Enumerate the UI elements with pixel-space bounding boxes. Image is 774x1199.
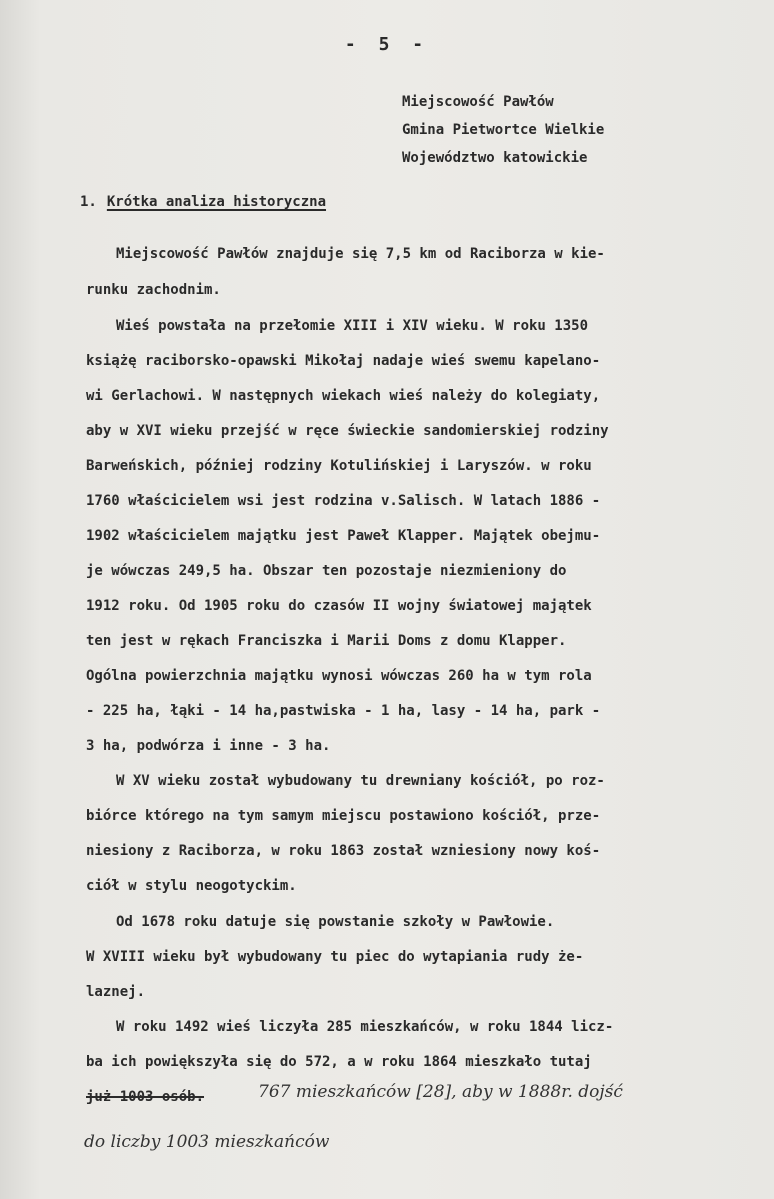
text-line: Miejscowość Pawłów znajduje się 7,5 km od Raciborza w kie-: [116, 246, 605, 262]
text-line: Ogólna powierzchnia majątku wynosi wówczas 260 ha w tym rola: [86, 668, 592, 684]
text-line: ten jest w rękach Franciszka i Marii Doms z domu Klapper.: [86, 633, 567, 649]
page-number: - 5 -: [344, 34, 430, 55]
text-line: wi Gerlachowi. W następnych wiekach wieś należy do kolegiaty,: [86, 388, 601, 404]
text-line: - 225 ha, łąki - 14 ha,pastwiska - 1 ha, lasy - 14 ha, park -: [86, 703, 601, 719]
address-voivodeship: Województwo katowickie: [402, 150, 588, 166]
text-line: W XVIII wieku był wybudowany tu piec do wytapiania rudy że-: [86, 949, 584, 965]
text-line: laznej.: [86, 984, 146, 1000]
text-line: 1912 roku. Od 1905 roku do czasów II wojny światowej majątek: [86, 598, 592, 614]
text-line: 3 ha, podwórza i inne - 3 ha.: [86, 738, 331, 754]
text-line: 1760 właścicielem wsi jest rodzina v.Salisch. W latach 1886 -: [86, 493, 601, 509]
text-line: ciół w stylu neogotyckim.: [86, 878, 297, 894]
section-heading: [80, 194, 326, 210]
text-line: Wieś powstała na przełomie XIII i XIV wieku. W roku 1350: [116, 318, 589, 334]
address-locality: Miejscowość Pawłów: [402, 94, 554, 110]
text-line: aby w XVI wieku przejść w ręce świeckie sandomierskiej rodziny: [86, 423, 609, 439]
section-number: 1.: [80, 194, 97, 210]
text-line: runku zachodnim.: [86, 282, 221, 298]
handwritten-note-line1: 767 mieszkańców [28], aby w 1888r. dojść: [258, 1082, 623, 1102]
address-commune: Gmina Pietwortce Wielkie: [402, 122, 605, 138]
struck-text-line: [86, 1087, 204, 1107]
text-line: Od 1678 roku datuje się powstanie szkoły w Pawłowie.: [116, 914, 555, 930]
handwritten-note-line2: do liczby 1003 mieszkańców: [84, 1132, 330, 1152]
text-line: Barweńskich, później rodziny Kotulińskiej i Laryszów. w roku: [86, 458, 592, 474]
text-line: W XV wieku został wybudowany tu drewniany kościół, po roz-: [116, 773, 605, 789]
text-line: książę raciborsko-opawski Mikołaj nadaje wieś swemu kapelano-: [86, 353, 601, 369]
text-line: 1902 właścicielem majątku jest Paweł Klapper. Majątek obejmu-: [86, 528, 601, 544]
text-line: biórce którego na tym samym miejscu postawiono kościół, prze-: [86, 808, 601, 824]
section-title: Krótka analiza historyczna: [106, 194, 327, 210]
text-line: ba ich powiększyła się do 572, a w roku 1864 mieszkało tutaj: [86, 1054, 592, 1070]
text-line: niesiony z Raciborza, w roku 1863 został wzniesiony nowy koś-: [86, 843, 601, 859]
text-line: W roku 1492 wieś liczyła 285 mieszkańców, w roku 1844 licz-: [116, 1019, 614, 1035]
struck-text: już 1003 osób.: [86, 1089, 205, 1105]
text-line: je wówczas 249,5 ha. Obszar ten pozostaje niezmieniony do: [86, 563, 567, 579]
address-block: [402, 88, 604, 172]
